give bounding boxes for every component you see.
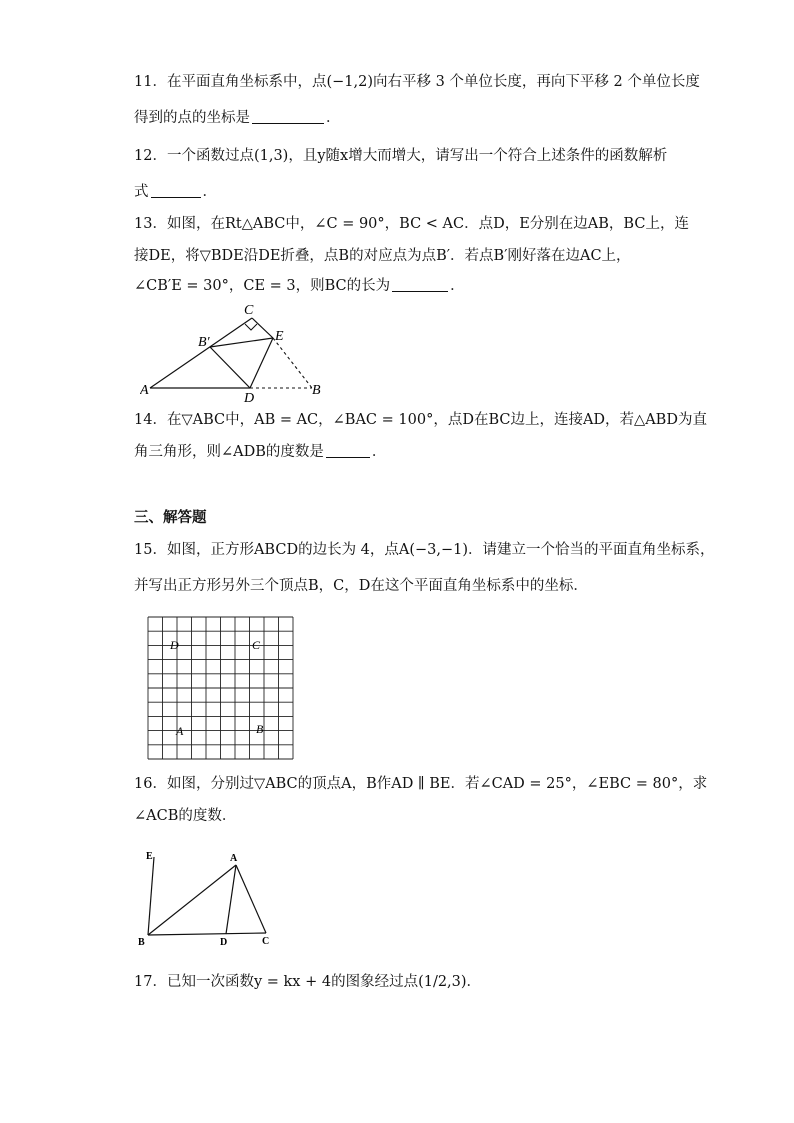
q15-label-D: D xyxy=(170,638,179,652)
q13-segment-DE xyxy=(250,338,273,388)
q13-segment-AC xyxy=(150,318,252,388)
q13-segment-CE xyxy=(252,318,273,338)
q13-right-angle-mark xyxy=(245,324,257,330)
q11-answer-blank[interactable] xyxy=(252,109,324,124)
q15-label-A: A xyxy=(176,724,184,738)
q12-line2 xyxy=(134,182,217,202)
q14-end: ． xyxy=(371,444,387,460)
q13-label-D: D xyxy=(244,391,255,404)
q14-line1: 14．在▽ABC中，AB = AC，∠BAC = 100°，点D在BC边上，连接AD，若△ABD为直 xyxy=(134,412,707,428)
q13-answer-blank[interactable] xyxy=(392,277,448,292)
q15-grid-figure xyxy=(146,615,296,760)
q16-segment-BE xyxy=(148,857,154,935)
q15-line2: 并写出正方形另外三个顶点B，C，D在这个平面直角坐标系中的坐标． xyxy=(134,578,588,594)
q16-segment-BA xyxy=(148,865,236,935)
q16-triangle-figure xyxy=(138,845,278,950)
q13-label-E: E xyxy=(275,329,284,344)
q12-line1: 12．一个函数过点(1,3)，且y随x增大而增大，请写出一个符合上述条件的函数解析 xyxy=(134,148,668,164)
q16-line2: ∠ACB的度数． xyxy=(134,808,237,824)
q12-end: ． xyxy=(202,184,217,200)
q16-segment-AD xyxy=(226,865,236,934)
q16-label-D: D xyxy=(220,937,228,948)
q13-line2: 接DE，将▽BDE沿DE折叠，点B的对应点为点B′．若点B′刚好落在边AC上， xyxy=(134,248,631,264)
q11-line1: 11．在平面直角坐标系中，点(−1,2)向右平移 3 个单位长度，再向下平移 2 个单位长度 xyxy=(134,74,700,90)
q13-triangle-figure xyxy=(140,300,330,404)
q13-label-A: A xyxy=(140,383,149,398)
q13-segment-BpE xyxy=(210,338,273,347)
q12-line2-text: 式 xyxy=(134,184,149,200)
q13-end: ． xyxy=(450,278,465,294)
q13-label-Bprime: B′ xyxy=(198,335,210,350)
q11-line2-text: 得到的点的坐标是 xyxy=(134,110,250,126)
q16-segment-BC xyxy=(148,933,266,935)
q16-label-A: A xyxy=(230,853,238,864)
q13-label-C: C xyxy=(244,303,254,318)
q13-line3-text: ∠CB′E = 30°，CE = 3，则BC的长为 xyxy=(134,278,391,294)
q13-segment-BpD xyxy=(210,347,250,388)
q17-line1: 17．已知一次函数y = kx + 4的图象经过点(1/2,3)． xyxy=(134,974,482,990)
q12-answer-blank[interactable] xyxy=(151,183,201,198)
q11-end: ． xyxy=(326,110,341,126)
q16-line1: 16．如图，分别过▽ABC的顶点A，B作AD ∥ BE．若∠CAD = 25°，∠EBC = 80°，求 xyxy=(134,776,708,792)
q15-label-C: C xyxy=(252,638,261,652)
q14-line2-text: 角三角形，则∠ADB的度数是 xyxy=(134,444,324,460)
q14-line2 xyxy=(134,442,386,462)
q16-label-C: C xyxy=(262,936,270,947)
q16-label-E: E xyxy=(146,851,153,862)
q15-line1: 15．如图，正方形ABCD的边长为 4，点A(−3,−1)．请建立一个恰当的平面直角坐标系， xyxy=(134,542,715,558)
q16-segment-AC xyxy=(236,865,266,933)
q16-label-B: B xyxy=(138,937,145,948)
section-heading: 三、解答题 xyxy=(134,509,207,526)
q14-answer-blank[interactable] xyxy=(326,443,370,458)
q13-label-B: B xyxy=(312,383,321,398)
q13-line1: 13．如图，在Rt△ABC中，∠C = 90°，BC < AC．点D，E分别在边AB，BC上，连 xyxy=(134,216,689,232)
q13-line3 xyxy=(134,276,465,296)
q11-line2 xyxy=(134,108,341,128)
q15-label-B: B xyxy=(256,722,264,736)
q13-segment-EB-dashed xyxy=(273,338,312,388)
